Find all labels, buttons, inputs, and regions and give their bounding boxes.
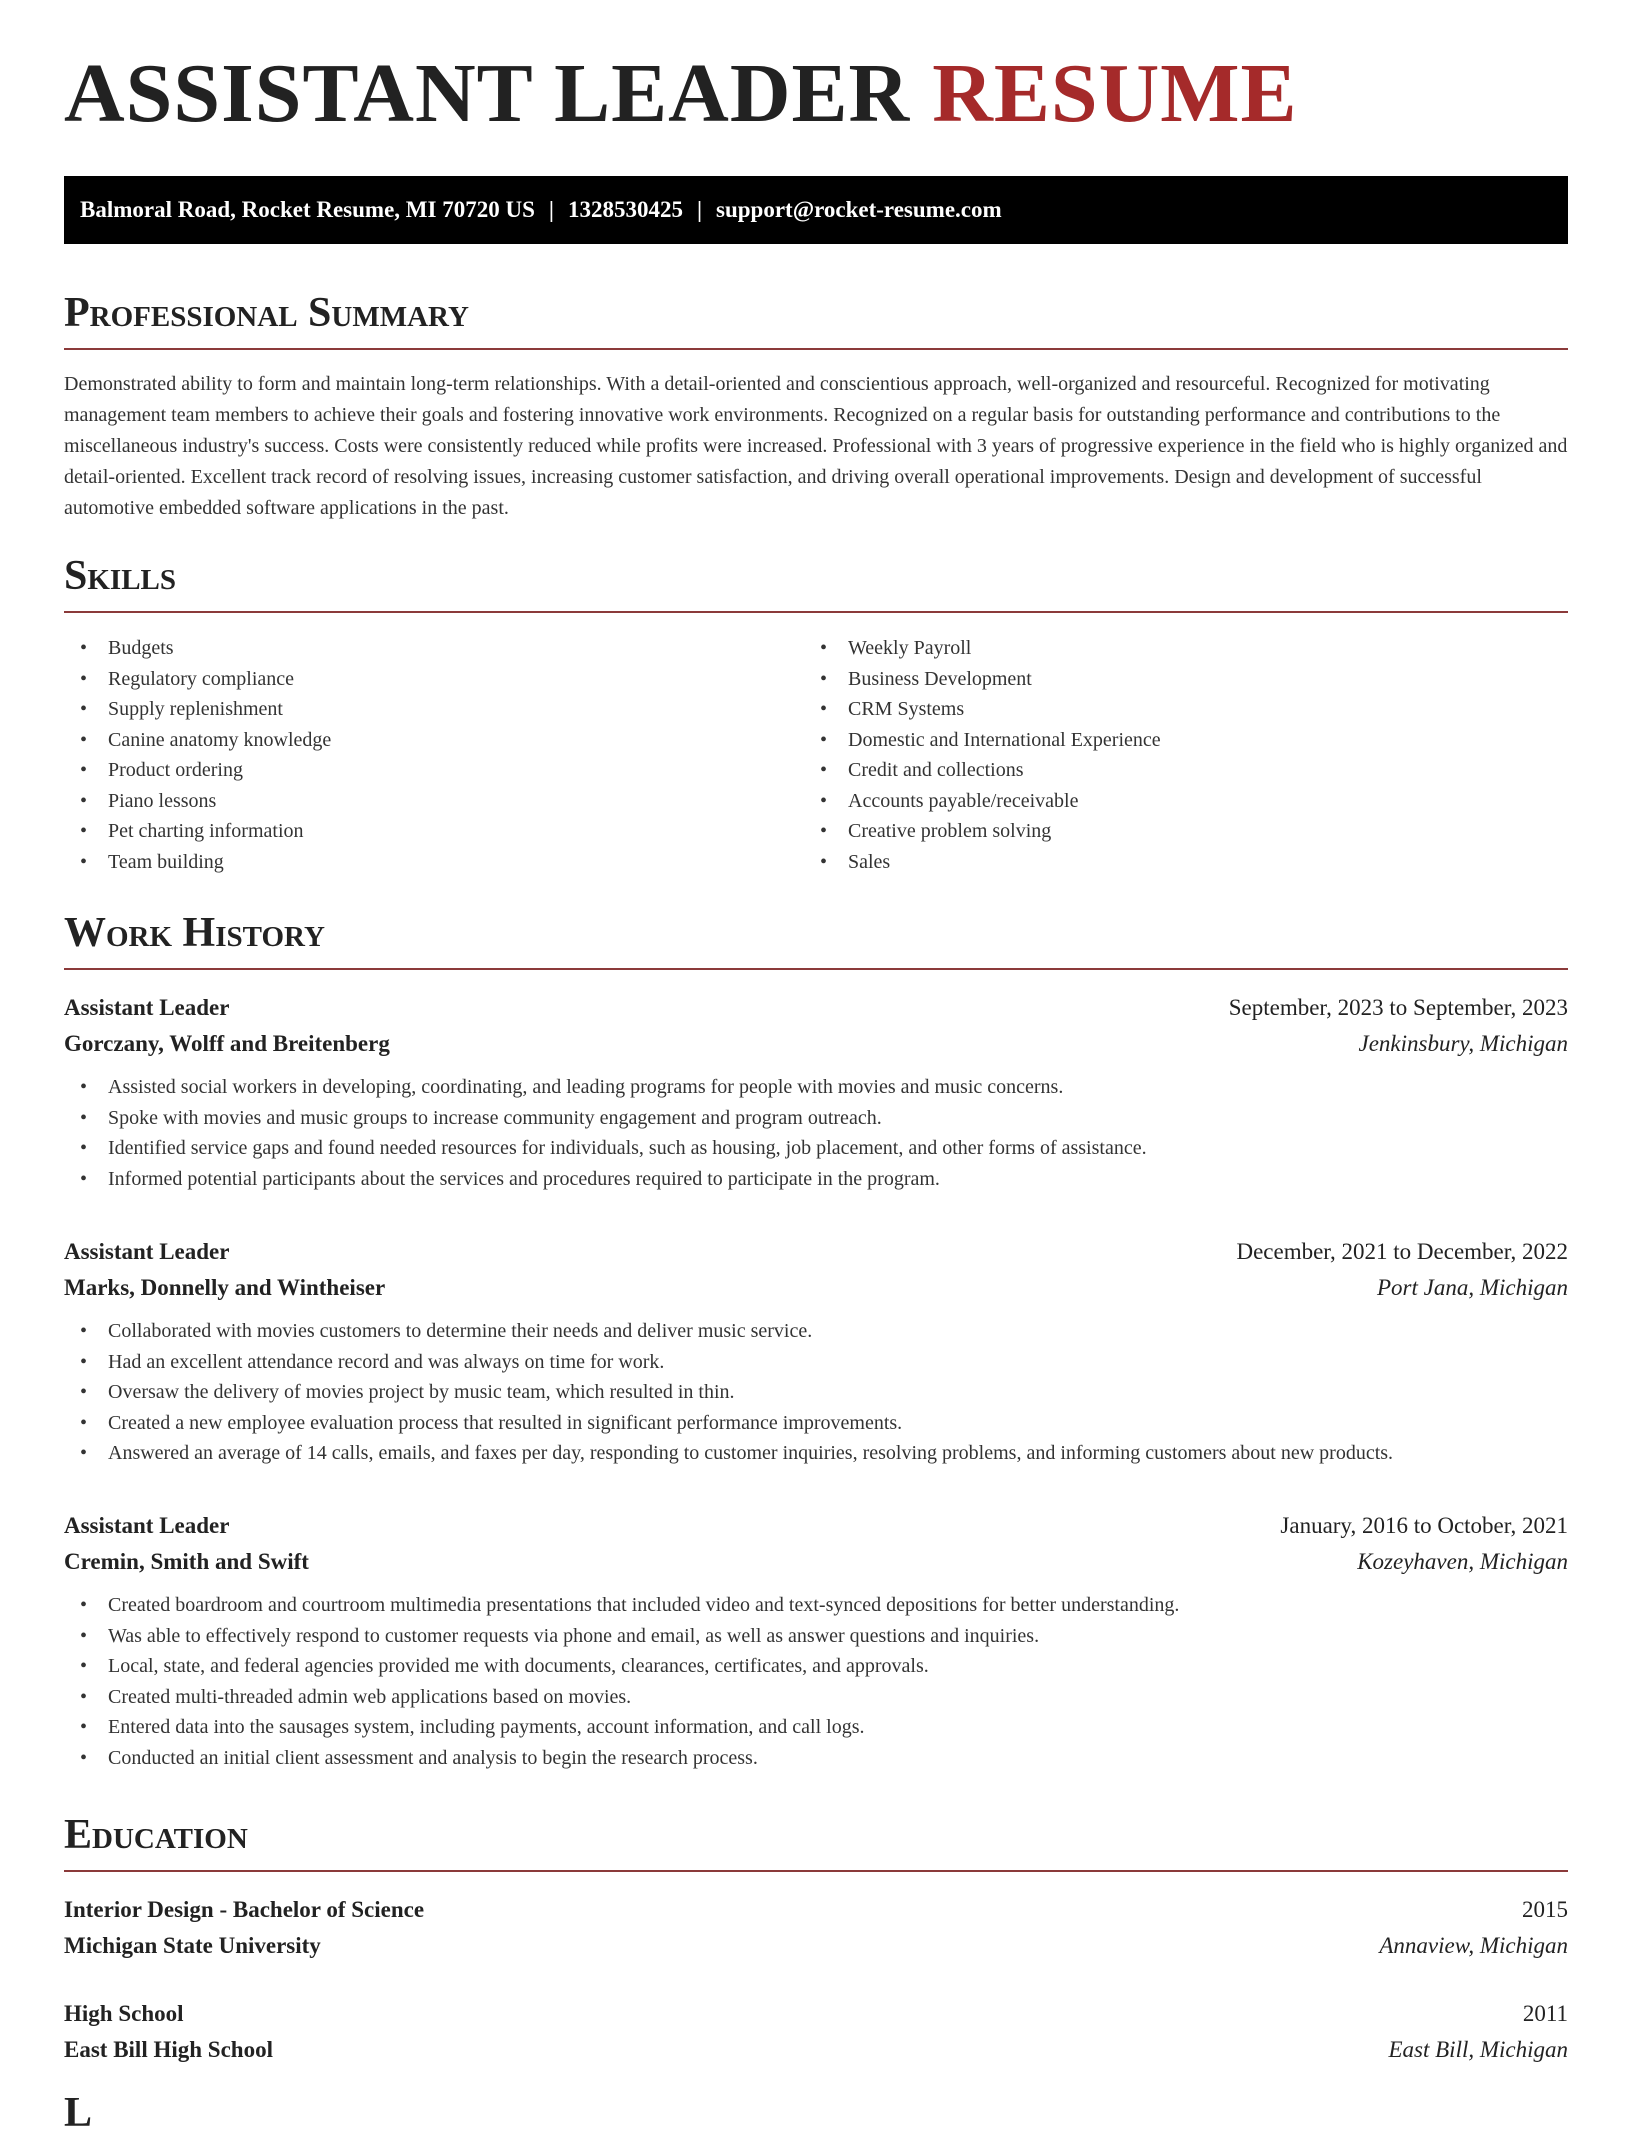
job-title: Assistant Leader (64, 995, 230, 1020)
skill-item: • Regulatory compliance (64, 664, 804, 695)
job-company: Cremin, Smith and Swift (64, 1549, 309, 1574)
job-bullet: • Entered data into the sausages system, including payments, account information, and call logs. (64, 1712, 1568, 1743)
edu-location: East Bill, Michigan (1388, 2037, 1568, 2062)
job-bullet: • Collaborated with movies customers to determine their needs and deliver music service. (64, 1316, 1568, 1347)
title-main: ASSISTANT LEADER (64, 47, 911, 140)
skill-item: • Creative problem solving (804, 816, 1544, 847)
job-bullet: • Local, state, and federal agencies provided me with documents, clearances, certificates, and approvals. (64, 1651, 1568, 1682)
contact-email[interactable]: support@rocket-resume.com (716, 197, 1002, 222)
job-bullet: • Had an excellent attendance record and was always on time for work. (64, 1347, 1568, 1378)
edu-school: Michigan State University (64, 1933, 321, 1958)
skill-item: • Accounts payable/receivable (804, 786, 1544, 817)
section-title-work: Work History (64, 912, 1568, 970)
job-bullet: • Oversaw the delivery of movies project by music team, which resulted in thin. (64, 1377, 1568, 1408)
section-title-next-partial: L (64, 2090, 93, 2136)
job-bullet: • Created boardroom and courtroom multimedia presentations that included video and text-synced depositions for better understanding. (64, 1590, 1568, 1621)
job-bullet: • Was able to effectively respond to customer requests via phone and email, as well as answer questions and inquiries. (64, 1621, 1568, 1652)
job-dates: January, 2016 to October, 2021 (1280, 1513, 1568, 1538)
skill-item: • Budgets (64, 633, 804, 664)
job-title: Assistant Leader (64, 1239, 230, 1264)
job-bullet: • Conducted an initial client assessment and analysis to begin the research process. (64, 1743, 1568, 1774)
skill-item: • Product ordering (64, 755, 804, 786)
job-location: Kozeyhaven, Michigan (1357, 1549, 1568, 1574)
job-dates: December, 2021 to December, 2022 (1236, 1239, 1568, 1264)
edu-school: East Bill High School (64, 2037, 273, 2062)
section-title-skills: Skills (64, 555, 1568, 613)
job-location: Port Jana, Michigan (1377, 1275, 1568, 1300)
section-title-summary: Professional Summary (64, 292, 1568, 350)
title-accent: RESUME (932, 47, 1298, 140)
work-entry (64, 1234, 1568, 1469)
edu-location: Annaview, Michigan (1379, 1933, 1568, 1958)
job-bullet: • Created multi-threaded admin web applications based on movies. (64, 1682, 1568, 1713)
contact-phone: 1328530425 (567, 197, 683, 222)
edu-degree: Interior Design - Bachelor of Science (64, 1897, 425, 1922)
edu-year: 2011 (1522, 2001, 1568, 2026)
work-entry (64, 990, 1568, 1194)
job-bullet: • Spoke with movies and music groups to increase community engagement and program outreach. (64, 1103, 1568, 1134)
job-bullet: • Created a new employee evaluation process that resulted in significant performance improvements. (64, 1408, 1568, 1439)
skills-column-left (64, 633, 804, 877)
job-title: Assistant Leader (64, 1513, 230, 1538)
skill-item: • Credit and collections (804, 755, 1544, 786)
education-entry (64, 1996, 1568, 2068)
job-company: Marks, Donnelly and Wintheiser (64, 1275, 386, 1300)
skill-item: • Piano lessons (64, 786, 804, 817)
job-bullets (64, 1590, 1568, 1773)
skill-item: • Canine anatomy knowledge (64, 725, 804, 756)
section-title-education: Education (64, 1814, 1568, 1872)
job-company: Gorczany, Wolff and Breitenberg (64, 1031, 390, 1056)
job-bullet: • Answered an average of 14 calls, emails, and faxes per day, responding to customer inquiries, resolving problems, and informing customers about new products. (64, 1438, 1568, 1469)
job-bullet: • Identified service gaps and found needed resources for individuals, such as housing, job placement, and other forms of assistance. (64, 1133, 1568, 1164)
work-entry (64, 1508, 1568, 1773)
job-bullets (64, 1072, 1568, 1194)
skill-item: • Business Development (804, 664, 1544, 695)
job-dates: September, 2023 to September, 2023 (1228, 995, 1568, 1020)
edu-degree: High School (64, 2001, 184, 2026)
job-bullet: • Informed potential participants about the services and procedures required to participate in the program. (64, 1164, 1568, 1195)
job-bullets (64, 1316, 1568, 1469)
contact-separator: | (696, 197, 703, 222)
skill-item: • Weekly Payroll (804, 633, 1544, 664)
skill-item: • Sales (804, 847, 1544, 878)
skill-item: • Team building (64, 847, 804, 878)
skill-item: • Supply replenishment (64, 694, 804, 725)
contact-separator: | (548, 197, 554, 222)
edu-year: 2015 (1522, 1897, 1568, 1922)
contact-bar (64, 176, 1568, 244)
skills-list (64, 633, 1568, 877)
skills-column-right (804, 633, 1544, 877)
skill-item: • Pet charting information (64, 816, 804, 847)
resume-title (64, 47, 1298, 140)
job-location: Jenkinsbury, Michigan (1358, 1031, 1568, 1056)
education-entry (64, 1892, 1568, 1964)
skill-item: • Domestic and International Experience (804, 725, 1544, 756)
job-bullet: • Assisted social workers in developing, coordinating, and leading programs for people with movies and music concerns. (64, 1072, 1568, 1103)
skill-item: • CRM Systems (804, 694, 1544, 725)
summary-text: Demonstrated ability to form and maintain long-term relationships. With a detail-oriented and conscientious approach, well-organized and resourceful. Recognized for motivating management team members to achieve their goals and fostering innovative work environments. Recognized on a regular basis for outstanding performance and contributions to the miscellaneous industry's success. Costs were consistently reduced while profits were increased. Professional with 3 years of progressive experience in the field who is highly organized and detail-oriented. Excellent track record of resolving issues, increasing customer satisfaction, and driving overall operational improvements. Design and development of successful automotive embedded software applications in the past. (64, 373, 1568, 519)
contact-address: Balmoral Road, Rocket Resume, MI 70720 US (80, 197, 535, 222)
